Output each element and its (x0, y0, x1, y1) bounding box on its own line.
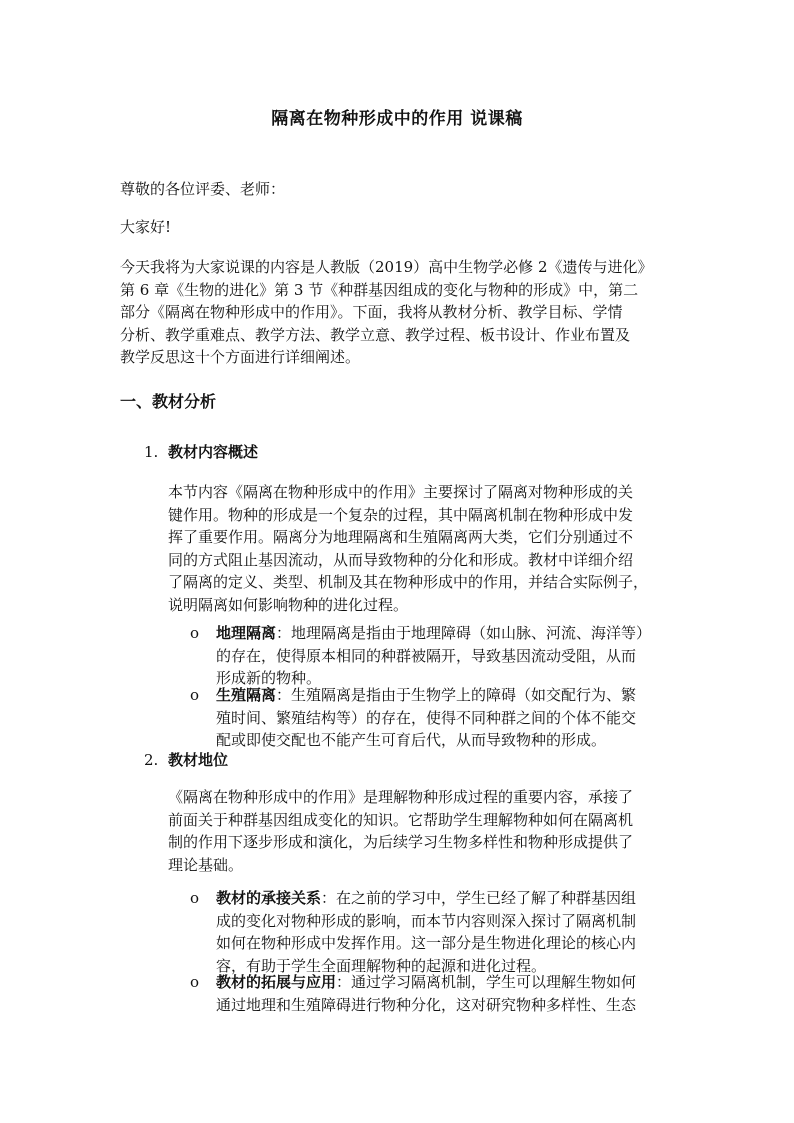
bullet-circle-icon: o (190, 686, 200, 704)
textbook-status-paragraph (168, 786, 668, 876)
bullet-text: ：生殖隔离是指由于生物学上的障碍（如交配行为、繁 (276, 686, 637, 704)
intro-line: 今天我将为大家说课的内容是人教版（2019）高中生物学必修 2《遗传与进化》 (120, 258, 653, 276)
bullet-text: ：通过学习隔离机制，学生可以理解生物如何 (336, 973, 637, 991)
bullet-text: 殖时间、繁殖结构等）的存在，使得不同种群之间的个体不能交 (216, 708, 637, 727)
hello-line: 大家好! (120, 218, 172, 236)
subsection-heading-1 (144, 441, 258, 462)
paragraph-line: 本节内容《隔离在物种形成中的作用》主要探讨了隔离对物种形成的关 (168, 483, 634, 501)
paragraph-line: 了隔离的定义、类型、机制及其在物种形成中的作用，并结合实际例子， (168, 573, 649, 591)
bullet-reproductive-isolation (190, 684, 694, 752)
bullet-text: ：在之前的学习中，学生已经了解了种群基因组 (321, 889, 637, 907)
bullet-circle-icon: o (190, 889, 200, 907)
intro-line: 部分《隔离在物种形成中的作用》。下面，我将从教材分析、教学目标、学情 (120, 303, 623, 321)
paragraph-line: 键作用。物种的形成是一个复杂的过程，其中隔离机制在物种形成中发 (168, 505, 634, 524)
bullet-term: 生殖隔离 (216, 686, 277, 704)
subsection-title: 教材内容概述 (168, 443, 259, 461)
paragraph-line: 《隔离在物种形成中的作用》是理解物种形成过程的重要内容，承接了 (168, 788, 634, 806)
content-overview-paragraph (168, 481, 688, 616)
bullet-text: 通过地理和生殖障碍进行物种分化，这对研究物种多样性、生态 (216, 995, 637, 1014)
paragraph-line: 说明隔离如何影响物种的进化过程。 (168, 595, 409, 614)
subsection-number: 2. (144, 751, 159, 769)
subsection-title: 教材地位 (168, 751, 229, 769)
bullet-text: 的存在，使得原本相同的种群被隔开，导致基因流动受阻，从而 (216, 646, 637, 665)
bullet-text: 形成新的物种。 (216, 669, 322, 687)
intro-line: 第 6 章《生物的进化》第 3 节《种群基因组成的变化与物种的形成》中，第二 (120, 280, 639, 299)
section-heading: 一、教材分析 (120, 392, 217, 411)
paragraph-line: 同的方式阻止基因流动，从而导致物种的分化和形成。教材中详细介绍 (168, 550, 634, 569)
intro-paragraph (120, 256, 690, 369)
paragraph-line: 理论基础。 (168, 855, 244, 874)
bullet-text: ：地理隔离是指由于地理障碍（如山脉、河流、海洋等） (276, 624, 652, 642)
bullet-circle-icon: o (190, 973, 200, 991)
bullet-term: 教材的拓展与应用 (216, 973, 337, 991)
paragraph-line: 挥了重要作用。隔离分为地理隔离和生殖隔离两大类，它们分别通过不 (168, 528, 634, 546)
paragraph-line: 制的作用下逐步形成和演化，为后续学习生物多样性和物种形成提供了 (168, 833, 634, 851)
bullet-text: 配或即使交配也不能产生可育后代，从而导致物种的形成。 (216, 731, 607, 749)
bullet-text: 如何在物种形成中发挥作用。这一部分是生物进化理论的核心内 (216, 934, 637, 952)
bullet-circle-icon: o (190, 624, 200, 642)
bullet-geographic-isolation (190, 622, 694, 690)
intro-line: 教学反思这十个方面进行详细阐述。 (120, 348, 361, 366)
paragraph-line: 前面关于种群基因组成变化的知识。它帮助学生理解物种如何在隔离机 (168, 810, 634, 829)
bullet-extension-application (190, 971, 676, 1016)
greeting: 尊敬的各位评委、老师： (120, 180, 286, 198)
bullet-continuity (190, 887, 676, 977)
bullet-term: 教材的承接关系 (216, 889, 322, 907)
bullet-text: 容，有助于学生全面理解物种的起源和进化过程。 (216, 956, 547, 975)
subsection-heading-2 (144, 749, 228, 770)
bullet-text: 成的变化对物种形成的影响，而本节内容则深入探讨了隔离机制 (216, 911, 637, 930)
document-title: 隔离在物种形成中的作用 说课稿 (271, 109, 523, 129)
subsection-number: 1. (144, 443, 159, 461)
bullet-term: 地理隔离 (216, 624, 277, 642)
intro-line: 分析、教学重难点、教学方法、教学立意、教学过程、板书设计、作业布置及 (120, 325, 631, 344)
